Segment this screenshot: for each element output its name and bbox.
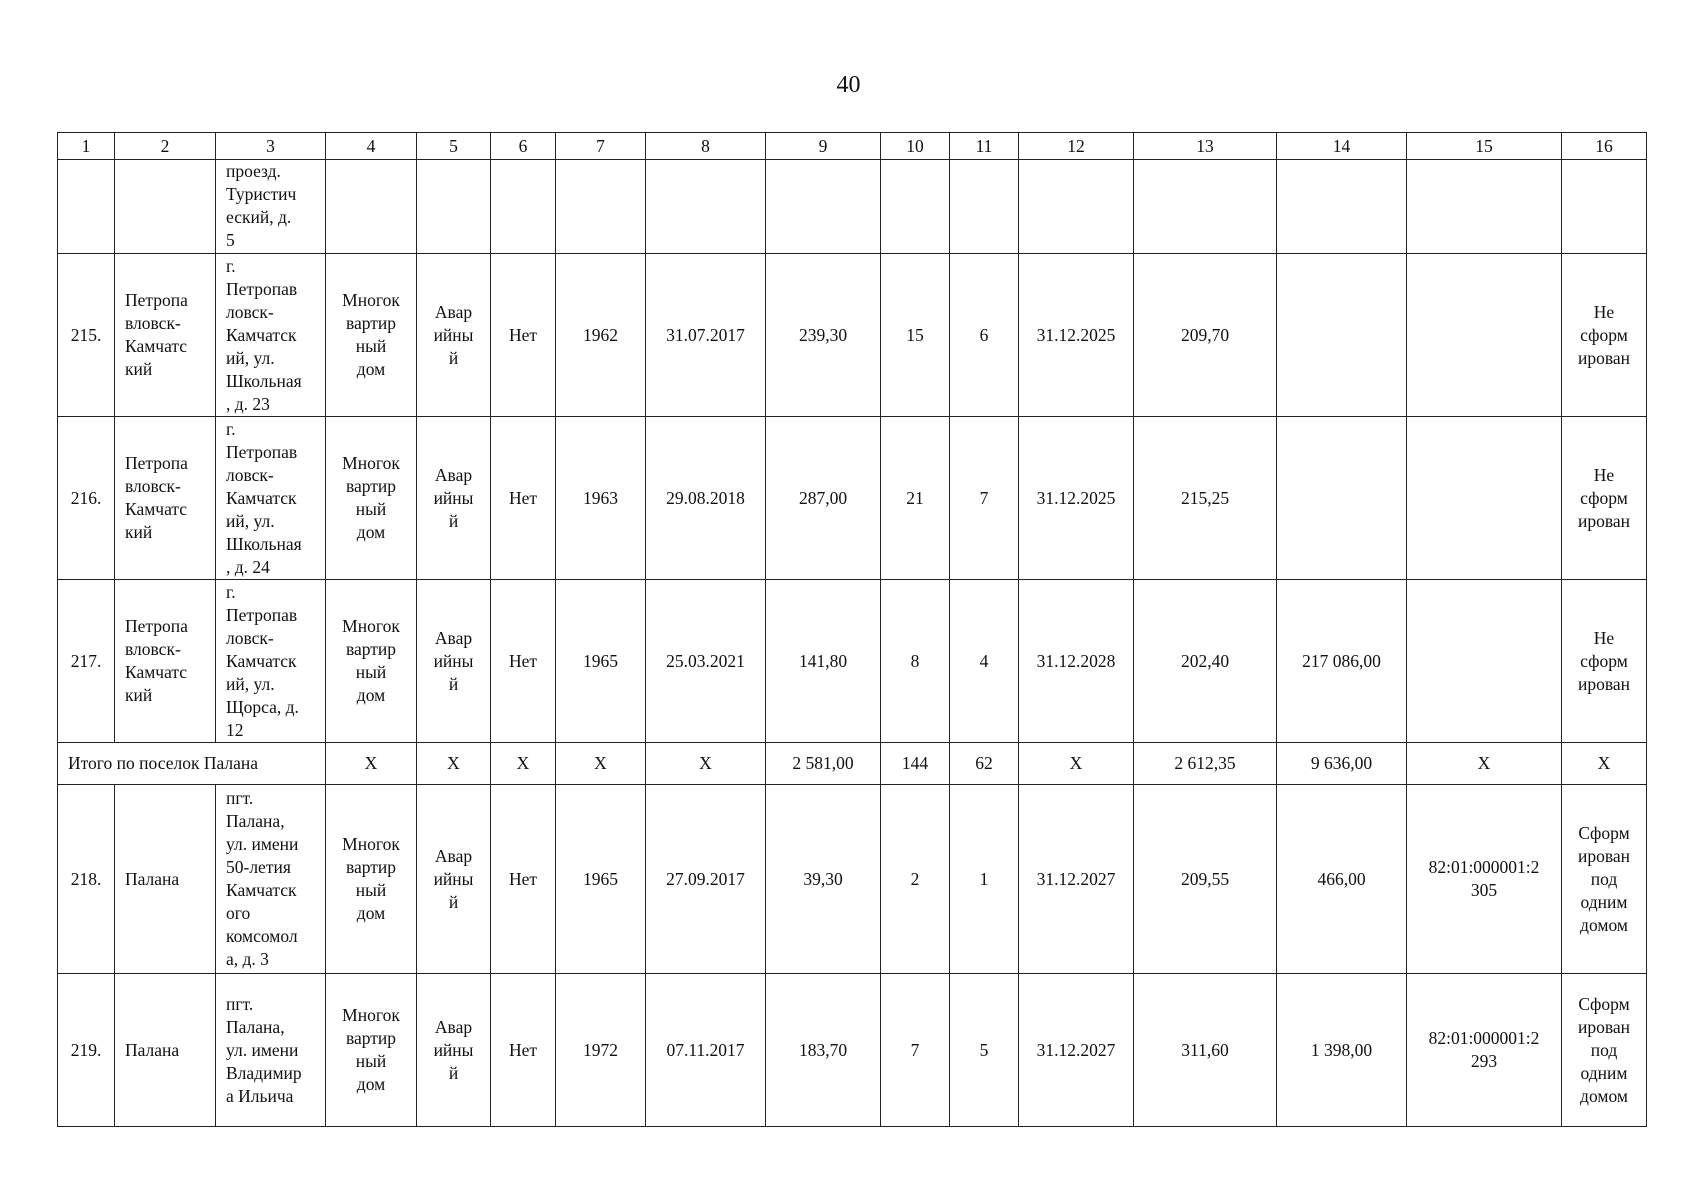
table-cell: Нет bbox=[491, 417, 556, 580]
table-cell bbox=[1019, 160, 1134, 254]
table-cell: 141,80 bbox=[766, 580, 881, 743]
cadastral-number-cell: 82:01:000001:2 293 bbox=[1407, 974, 1562, 1127]
table-cell bbox=[326, 160, 417, 254]
table-cell bbox=[1277, 160, 1407, 254]
address-cell: проезд. Туристич еский, д. 5 bbox=[216, 160, 326, 254]
total-cell: X bbox=[556, 743, 646, 785]
table-cell: 15 bbox=[881, 254, 950, 417]
table-cell: 311,60 bbox=[1134, 974, 1277, 1127]
column-number: 14 bbox=[1277, 133, 1407, 160]
table-cell bbox=[1407, 417, 1562, 580]
total-cell: 62 bbox=[950, 743, 1019, 785]
table-cell: 209,55 bbox=[1134, 785, 1277, 974]
table-cell: Авар ийны й bbox=[417, 254, 491, 417]
table-cell: Нет bbox=[491, 580, 556, 743]
table-cell: 6 bbox=[950, 254, 1019, 417]
total-cell: 2 612,35 bbox=[1134, 743, 1277, 785]
table-row bbox=[58, 580, 1647, 743]
table-cell: 466,00 bbox=[1277, 785, 1407, 974]
table-cell: 2 bbox=[881, 785, 950, 974]
table-cell: 31.07.2017 bbox=[646, 254, 766, 417]
table-cell: 21 bbox=[881, 417, 950, 580]
housing-register-table bbox=[57, 132, 1647, 1127]
table-cell bbox=[1277, 417, 1407, 580]
table-cell bbox=[1407, 254, 1562, 417]
municipality-cell: Палана bbox=[115, 974, 216, 1127]
total-cell: X bbox=[1019, 743, 1134, 785]
row-number-cell: 219. bbox=[58, 974, 115, 1127]
table-cell: Нет bbox=[491, 785, 556, 974]
column-number: 9 bbox=[766, 133, 881, 160]
table-row bbox=[58, 785, 1647, 974]
table-cell bbox=[646, 160, 766, 254]
table-cell: 1965 bbox=[556, 580, 646, 743]
total-cell: X bbox=[491, 743, 556, 785]
total-cell: X bbox=[646, 743, 766, 785]
table-cell: 7 bbox=[950, 417, 1019, 580]
table-cell: 29.08.2018 bbox=[646, 417, 766, 580]
column-number: 8 bbox=[646, 133, 766, 160]
table-cell: 39,30 bbox=[766, 785, 881, 974]
row-number-cell: 217. bbox=[58, 580, 115, 743]
table-cell: Авар ийны й bbox=[417, 417, 491, 580]
address-cell: г. Петропав ловск- Камчатск ий, ул. Школьная , д. 23 bbox=[216, 254, 326, 417]
table-cell bbox=[417, 160, 491, 254]
table-cell: 31.12.2028 bbox=[1019, 580, 1134, 743]
municipality-cell: Петропа вловск- Камчатс кий bbox=[115, 254, 216, 417]
table-cell: 1962 bbox=[556, 254, 646, 417]
table-cell: Авар ийны й bbox=[417, 974, 491, 1127]
column-number: 2 bbox=[115, 133, 216, 160]
address-cell: г. Петропав ловск- Камчатск ий, ул. Школьная , д. 24 bbox=[216, 417, 326, 580]
table-cell: 239,30 bbox=[766, 254, 881, 417]
table-cell: Не сформ ирован bbox=[1562, 580, 1647, 743]
table-row bbox=[58, 160, 1647, 254]
table-cell: 1972 bbox=[556, 974, 646, 1127]
table-cell: 31.12.2025 bbox=[1019, 254, 1134, 417]
table-cell: 215,25 bbox=[1134, 417, 1277, 580]
table-cell: 1963 bbox=[556, 417, 646, 580]
table-cell bbox=[115, 160, 216, 254]
table-cell: 25.03.2021 bbox=[646, 580, 766, 743]
table-cell: 202,40 bbox=[1134, 580, 1277, 743]
table-cell bbox=[1407, 580, 1562, 743]
table-cell: Многок вартир ный дом bbox=[326, 417, 417, 580]
total-row bbox=[58, 743, 1647, 785]
table-cell: Многок вартир ный дом bbox=[326, 974, 417, 1127]
municipality-cell: Петропа вловск- Камчатс кий bbox=[115, 417, 216, 580]
table-cell: Не сформ ирован bbox=[1562, 417, 1647, 580]
municipality-cell: Петропа вловск- Камчатс кий bbox=[115, 580, 216, 743]
column-number: 5 bbox=[417, 133, 491, 160]
column-number-row bbox=[58, 133, 1647, 160]
table-cell: 8 bbox=[881, 580, 950, 743]
table-cell: Многок вартир ный дом bbox=[326, 254, 417, 417]
table-cell: Многок вартир ный дом bbox=[326, 785, 417, 974]
table-cell: 1 bbox=[950, 785, 1019, 974]
table-cell bbox=[1134, 160, 1277, 254]
total-cell: 144 bbox=[881, 743, 950, 785]
municipality-cell: Палана bbox=[115, 785, 216, 974]
table-cell: Нет bbox=[491, 974, 556, 1127]
table-cell: 4 bbox=[950, 580, 1019, 743]
table-cell bbox=[766, 160, 881, 254]
total-cell: X bbox=[1562, 743, 1647, 785]
address-cell: г. Петропав ловск- Камчатск ий, ул. Щорса, д. 12 bbox=[216, 580, 326, 743]
table-cell: Нет bbox=[491, 254, 556, 417]
column-number: 7 bbox=[556, 133, 646, 160]
total-cell: X bbox=[1407, 743, 1562, 785]
table-cell bbox=[58, 160, 115, 254]
column-number: 11 bbox=[950, 133, 1019, 160]
table-cell bbox=[1562, 160, 1647, 254]
table-cell: 31.12.2027 bbox=[1019, 785, 1134, 974]
table-cell: Сформ ирован под одним домом bbox=[1562, 785, 1647, 974]
address-cell: пгт. Палана, ул. имени 50-летия Камчатск ого комсомол а, д. 3 bbox=[216, 785, 326, 974]
column-number: 4 bbox=[326, 133, 417, 160]
table-cell: 1 398,00 bbox=[1277, 974, 1407, 1127]
column-number: 10 bbox=[881, 133, 950, 160]
table-cell: 5 bbox=[950, 974, 1019, 1127]
table-cell: 217 086,00 bbox=[1277, 580, 1407, 743]
table-cell: 31.12.2025 bbox=[1019, 417, 1134, 580]
total-cell: 9 636,00 bbox=[1277, 743, 1407, 785]
table-cell bbox=[491, 160, 556, 254]
total-cell: 2 581,00 bbox=[766, 743, 881, 785]
table-cell bbox=[1277, 254, 1407, 417]
table-row bbox=[58, 254, 1647, 417]
total-cell: X bbox=[417, 743, 491, 785]
total-label: Итого по поселок Палана bbox=[58, 743, 326, 785]
table-cell bbox=[556, 160, 646, 254]
column-number: 1 bbox=[58, 133, 115, 160]
table-cell bbox=[881, 160, 950, 254]
column-number: 3 bbox=[216, 133, 326, 160]
column-number: 6 bbox=[491, 133, 556, 160]
table-cell: Многок вартир ный дом bbox=[326, 580, 417, 743]
row-number-cell: 218. bbox=[58, 785, 115, 974]
row-number-cell: 215. bbox=[58, 254, 115, 417]
table-cell: Сформ ирован под одним домом bbox=[1562, 974, 1647, 1127]
table-cell: 1965 bbox=[556, 785, 646, 974]
table-cell bbox=[950, 160, 1019, 254]
table-cell: 183,70 bbox=[766, 974, 881, 1127]
table-cell: Авар ийны й bbox=[417, 580, 491, 743]
column-number: 12 bbox=[1019, 133, 1134, 160]
page-number: 40 bbox=[836, 72, 861, 98]
table-cell: 07.11.2017 bbox=[646, 974, 766, 1127]
table-cell: 31.12.2027 bbox=[1019, 974, 1134, 1127]
table-cell: 7 bbox=[881, 974, 950, 1127]
table-cell: 27.09.2017 bbox=[646, 785, 766, 974]
cadastral-number-cell: 82:01:000001:2 305 bbox=[1407, 785, 1562, 974]
table-cell: Авар ийны й bbox=[417, 785, 491, 974]
table-cell: 287,00 bbox=[766, 417, 881, 580]
table-cell bbox=[1407, 160, 1562, 254]
table-row bbox=[58, 974, 1647, 1127]
table-cell: 209,70 bbox=[1134, 254, 1277, 417]
table-row bbox=[58, 417, 1647, 580]
table-cell: Не сформ ирован bbox=[1562, 254, 1647, 417]
address-cell: пгт. Палана, ул. имени Владимир а Ильича bbox=[216, 974, 326, 1127]
column-number: 15 bbox=[1407, 133, 1562, 160]
column-number: 16 bbox=[1562, 133, 1647, 160]
total-cell: X bbox=[326, 743, 417, 785]
row-number-cell: 216. bbox=[58, 417, 115, 580]
column-number: 13 bbox=[1134, 133, 1277, 160]
